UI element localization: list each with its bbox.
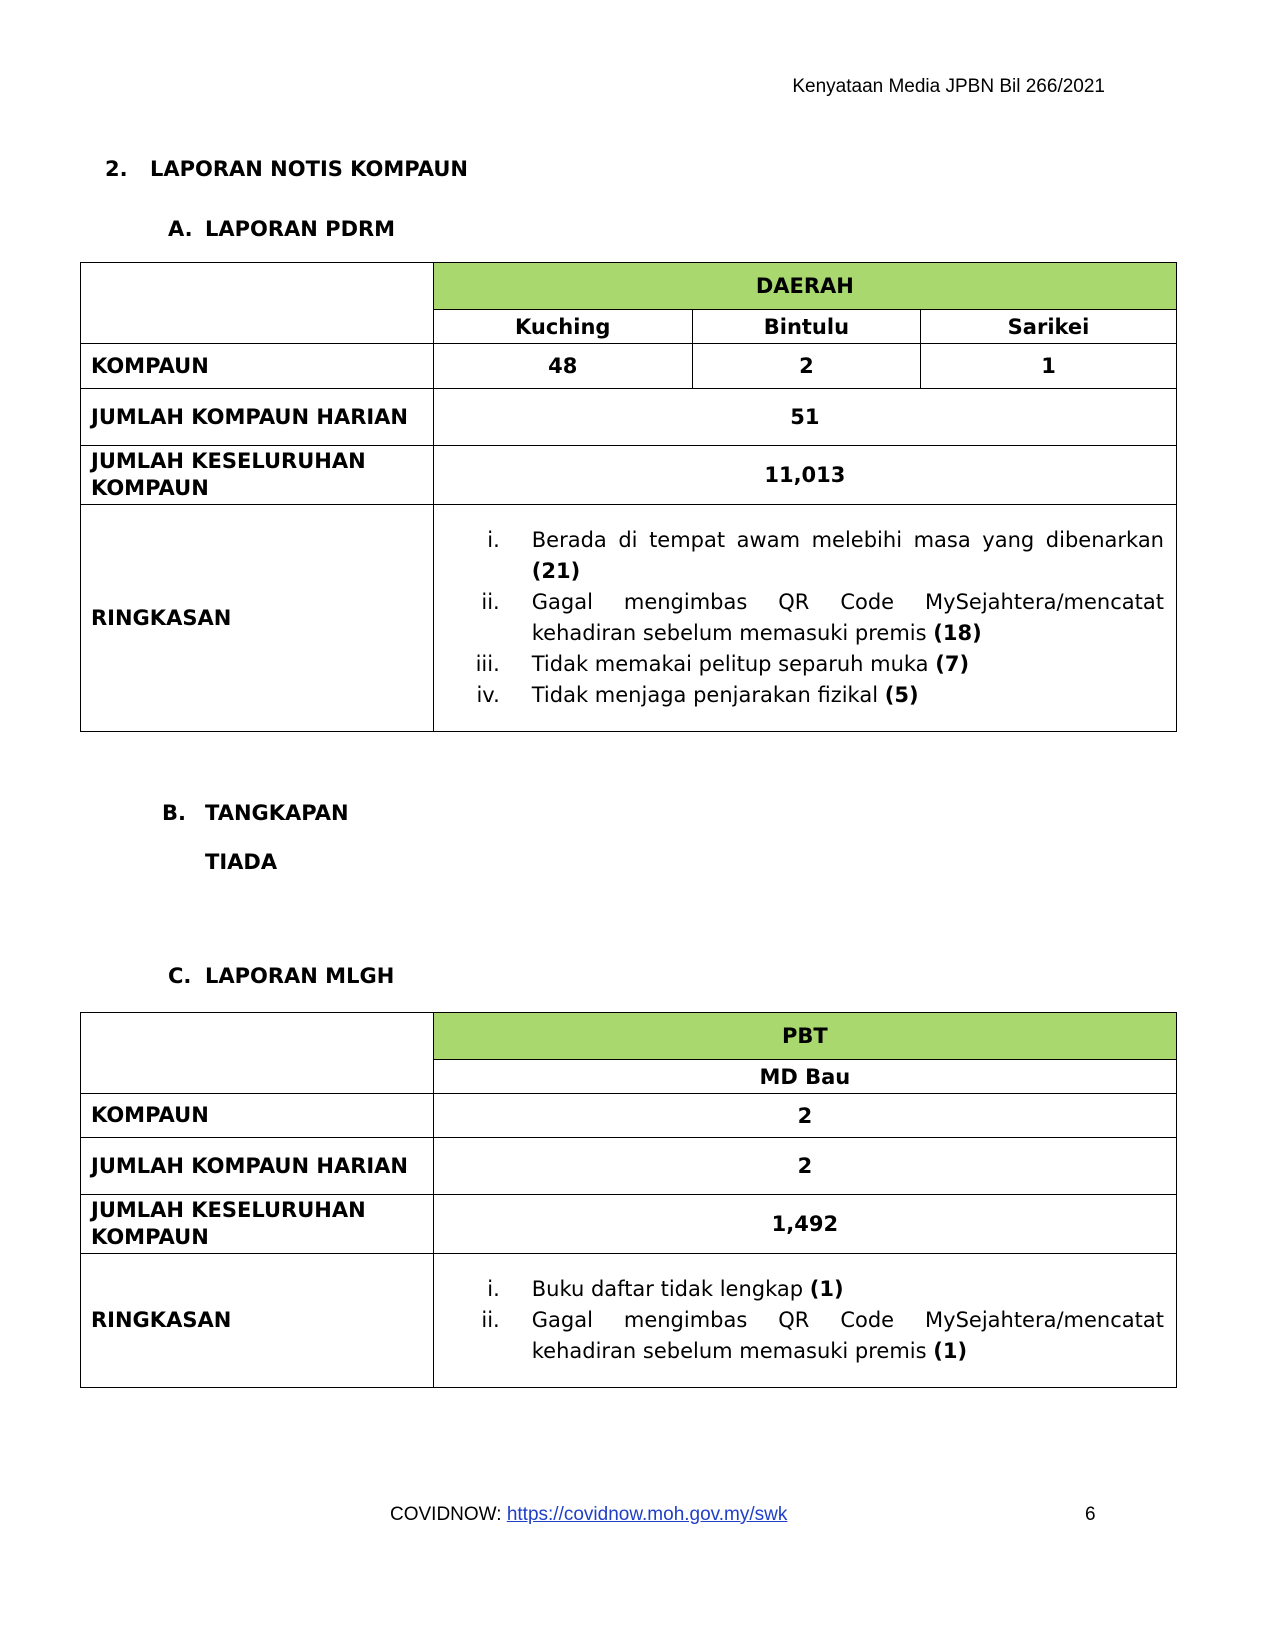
list-item <box>448 680 1164 711</box>
part-c-letter: C. <box>168 964 192 988</box>
part-b-value: TIADA <box>205 850 278 874</box>
table-row <box>81 1094 1177 1138</box>
list-item-number: ii. <box>481 1308 500 1332</box>
row-label-keseluruhan <box>81 446 434 505</box>
list-item <box>448 525 1164 587</box>
list-item-text: Buku daftar tidak lengkap <box>531 1277 810 1301</box>
list-item <box>448 587 1164 649</box>
row-label-keseluruhan-line1: JUMLAH KESELURUHAN <box>91 1198 366 1222</box>
row-label-keseluruhan <box>81 1195 434 1254</box>
pbt-header: PBT <box>433 1013 1176 1060</box>
part-a-letter: A. <box>168 217 193 241</box>
footer <box>390 1504 787 1526</box>
list-item-count: (1) <box>933 1339 968 1363</box>
table-row <box>81 389 1177 446</box>
row-label-ringkasan: RINGKASAN <box>81 505 434 732</box>
list-item-text: Berada di tempat awam melebihi masa yang dibenarkan <box>531 528 1164 552</box>
list-item-count: (7) <box>935 652 970 676</box>
list-item-count: (21) <box>531 559 581 583</box>
part-a-title: LAPORAN PDRM <box>205 217 396 241</box>
section-number: 2. <box>105 157 128 181</box>
table-row <box>81 1254 1177 1388</box>
row-label-kompaun: KOMPAUN <box>81 344 434 389</box>
list-item-count: (5) <box>884 683 919 707</box>
list-item <box>448 1274 1164 1305</box>
part-b-title: TANGKAPAN <box>205 801 349 825</box>
table-row <box>81 505 1177 732</box>
covidnow-link[interactable]: https://covidnow.moh.gov.my/swk <box>506 1504 788 1525</box>
list-item-number: i. <box>487 528 500 552</box>
list-item-count: (1) <box>809 1277 844 1301</box>
row-label-harian: JUMLAH KOMPAUN HARIAN <box>81 389 434 446</box>
cell-keseluruhan-total: 1,492 <box>433 1195 1176 1254</box>
column-header-bintulu: Bintulu <box>692 310 920 344</box>
cell-kuching-kompaun: 48 <box>433 344 692 389</box>
section-title: LAPORAN NOTIS KOMPAUN <box>150 157 468 181</box>
list-item-text: Gagal mengimbas QR Code MySejahtera/mencatat kehadiran sebelum memasuki premis <box>531 1308 1164 1363</box>
list-item-text: Gagal mengimbas QR Code MySejahtera/mencatat kehadiran sebelum memasuki premis <box>531 590 1164 645</box>
table-row <box>81 344 1177 389</box>
list-item-number: i. <box>487 1277 500 1301</box>
part-c-title: LAPORAN MLGH <box>205 964 395 988</box>
row-label-keseluruhan-line1: JUMLAH KESELURUHAN <box>91 449 366 473</box>
row-label-keseluruhan-line2: KOMPAUN <box>91 476 209 500</box>
document-reference: Kenyataan Media JPBN Bil 266/2021 <box>792 76 1105 97</box>
summary-list <box>448 1274 1164 1367</box>
summary-cell <box>433 505 1176 732</box>
column-header-sarikei: Sarikei <box>921 310 1177 344</box>
table-row <box>81 1138 1177 1195</box>
list-item-number: iii. <box>475 652 500 676</box>
list-item-number: iv. <box>476 683 500 707</box>
list-item <box>448 649 1164 680</box>
cell-harian-total: 2 <box>433 1138 1176 1195</box>
cell-harian-total: 51 <box>433 389 1176 446</box>
list-item-number: ii. <box>481 590 500 614</box>
column-header-md-bau: MD Bau <box>433 1060 1176 1094</box>
list-item-count: (18) <box>933 621 982 645</box>
summary-cell <box>433 1254 1176 1388</box>
cell-sarikei-kompaun: 1 <box>921 344 1177 389</box>
row-label-harian: JUMLAH KOMPAUN HARIAN <box>81 1138 434 1195</box>
table-row <box>81 446 1177 505</box>
table-row <box>81 1195 1177 1254</box>
list-item-text: Tidak memakai pelitup separuh muka <box>531 652 936 676</box>
page-number: 6 <box>1085 1504 1096 1525</box>
row-label-kompaun: KOMPAUN <box>81 1094 434 1138</box>
row-label-keseluruhan-line2: KOMPAUN <box>91 1225 209 1249</box>
table-corner <box>81 1013 434 1094</box>
table-corner <box>81 263 434 344</box>
column-header-kuching: Kuching <box>433 310 692 344</box>
part-b-letter: B. <box>162 801 186 825</box>
pdrm-table <box>80 262 1177 732</box>
cell-md-bau-kompaun: 2 <box>433 1094 1176 1138</box>
list-item-text: Tidak menjaga penjarakan fizikal <box>531 683 885 707</box>
summary-list <box>448 525 1164 711</box>
list-item <box>448 1305 1164 1367</box>
footer-label: COVIDNOW: <box>390 1504 507 1525</box>
row-label-ringkasan: RINGKASAN <box>81 1254 434 1388</box>
mlgh-table <box>80 1012 1177 1388</box>
cell-keseluruhan-total: 11,013 <box>433 446 1176 505</box>
district-header: DAERAH <box>433 263 1176 310</box>
cell-bintulu-kompaun: 2 <box>692 344 920 389</box>
